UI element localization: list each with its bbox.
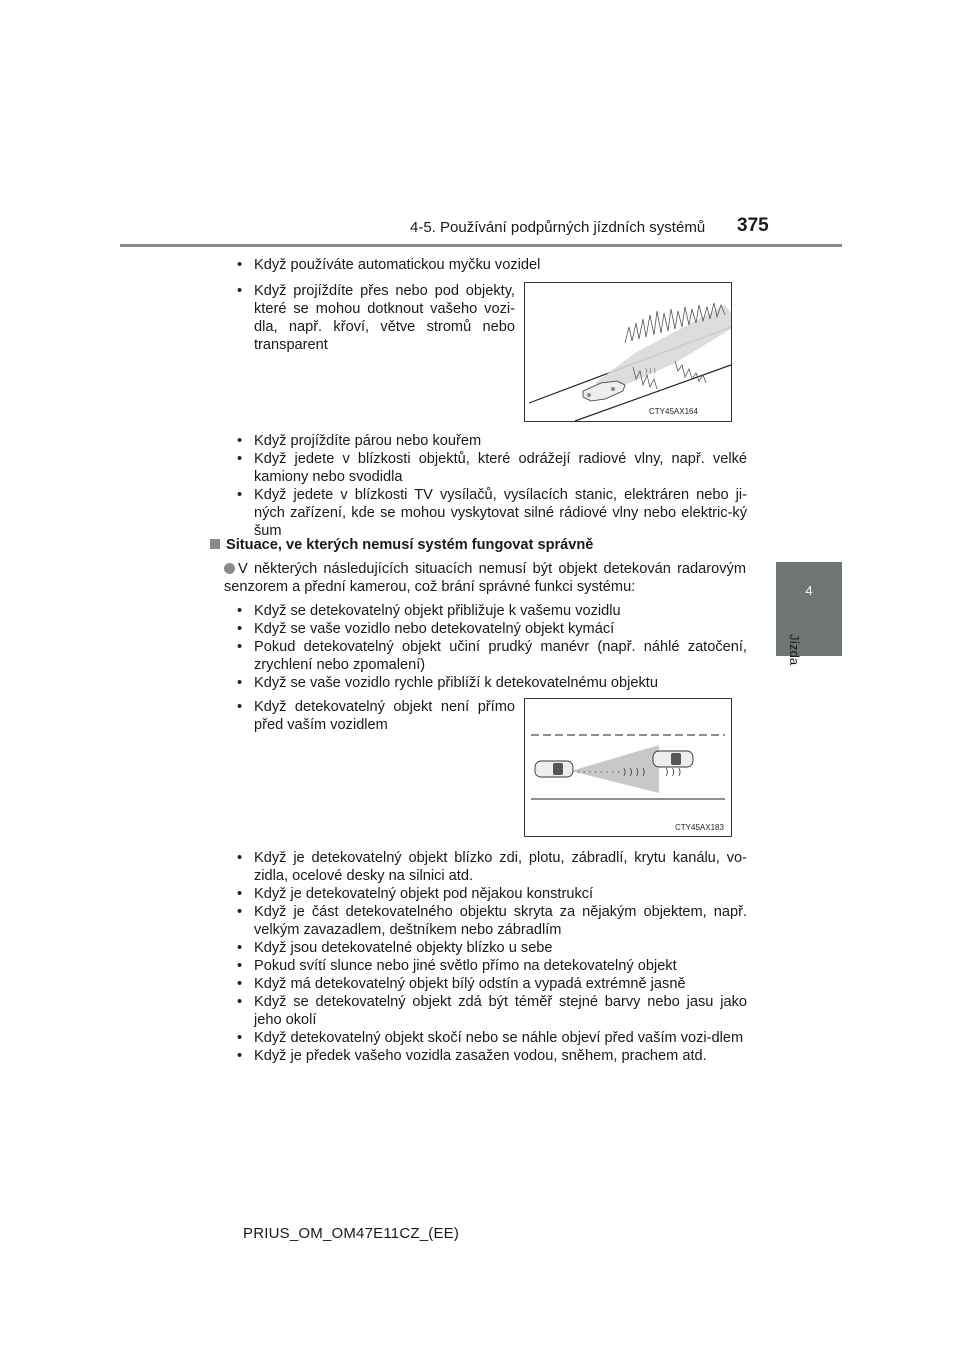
chapter-tab — [776, 562, 842, 656]
figure-label: CTY45AX164 — [649, 407, 698, 416]
list-item: • Když používáte automatickou myčku vozidel — [237, 256, 747, 274]
header-title: 4-5. Používání podpůrných jízdních systémů — [410, 219, 706, 236]
figure-radar — [524, 698, 732, 837]
list-item: • Když má detekovatelný objekt bílý odstín a vypadá extrémně jasně — [237, 975, 747, 993]
section-heading: Situace, ve kterých nemusí systém fungovat správně — [210, 537, 593, 553]
svg-text:· · · · · · · · ) ) ) ): · · · · · · · · ) ) ) ) — [577, 768, 646, 778]
bullet-list-3 — [237, 432, 747, 540]
figure-label: CTY45AX183 — [675, 823, 724, 832]
list-item: • Když je detekovatelný objekt blízko zdi, plotu, zábradlí, krytu kanálu, vo-zidla, ocelové desky na silnici atd. — [237, 849, 747, 885]
section-intro: V některých následujících situacích nemusí být objekt detekován radarovým senzorem a přední kamerou, což brání správné funkci systému: — [224, 561, 746, 595]
svg-text:) ) ): ) ) ) — [665, 768, 682, 778]
header-rule — [120, 244, 842, 247]
bullet-list-5 — [237, 698, 515, 734]
car-under-foliage-illustration — [525, 283, 731, 421]
list-item: • Když projíždíte párou nebo kouřem — [237, 432, 747, 450]
list-item: • Když je předek vašeho vozidla zasažen vodou, sněhem, prachem atd. — [237, 1047, 747, 1065]
list-item: • Když jedete v blízkosti TV vysílačů, vysílacích stanic, elektráren nebo ji-ných zařízení, kde se mohou vyskytovat silné rádiové vlny nebo elektric-ký šum — [237, 486, 747, 540]
list-item: • Když detekovatelný objekt není přímo před vaším vozidlem — [237, 698, 515, 734]
bullet-list-1 — [237, 256, 747, 274]
footer-code: PRIUS_OM_OM47E11CZ_(EE) — [243, 1225, 460, 1242]
svg-text:) ) ): ) ) ) — [645, 368, 656, 375]
list-item: • Když projíždíte přes nebo pod objekty, které se mohou dotknout vašeho vozi-dla, např. křoví, větve stromů nebo transparent — [237, 282, 515, 354]
chapter-number: 4 — [805, 583, 813, 598]
radar-offset-vehicle-illustration — [525, 699, 731, 836]
list-item: • Když se detekovatelný objekt přibližuje k vašemu vozidlu — [237, 602, 747, 620]
list-item: • Pokud detekovatelný objekt učiní prudký manévr (např. náhlé zatočení, zrychlení nebo zpomalení) — [237, 638, 747, 674]
list-item: • Když se detekovatelný objekt zdá být téměř stejné barvy nebo jasu jako jeho okolí — [237, 993, 747, 1029]
circle-bullet-icon — [224, 563, 235, 574]
list-item: • Pokud svítí slunce nebo jiné světlo přímo na detekovatelný objekt — [237, 957, 747, 975]
bullet-list-4 — [237, 602, 747, 692]
list-item: • Když se vaše vozidlo rychle přiblíží k detekovatelnému objektu — [237, 674, 747, 692]
page-number: 375 — [737, 215, 769, 236]
bullet-list-6 — [237, 849, 747, 1065]
list-item: • Když jsou detekovatelné objekty blízko u sebe — [237, 939, 747, 957]
chapter-label: Jízda — [787, 634, 802, 666]
list-item: • Když se vaše vozidlo nebo detekovatelný objekt kymácí — [237, 620, 747, 638]
list-item: • Když je část detekovatelného objektu skryta za nějakým objektem, např. velkým zavazadlem, deštníkem nebo zábradlím — [237, 903, 747, 939]
list-item: • Když je detekovatelný objekt pod nějakou konstrukcí — [237, 885, 747, 903]
bullet-list-2 — [237, 282, 515, 354]
list-item: • Když jedete v blízkosti objektů, které odrážejí radiové vlny, např. velké kamiony nebo svodidla — [237, 450, 747, 486]
list-item: • Když detekovatelný objekt skočí nebo se náhle objeví před vaším vozi-dlem — [237, 1029, 747, 1047]
figure-foliage — [524, 282, 732, 422]
section-square-icon — [210, 539, 220, 549]
